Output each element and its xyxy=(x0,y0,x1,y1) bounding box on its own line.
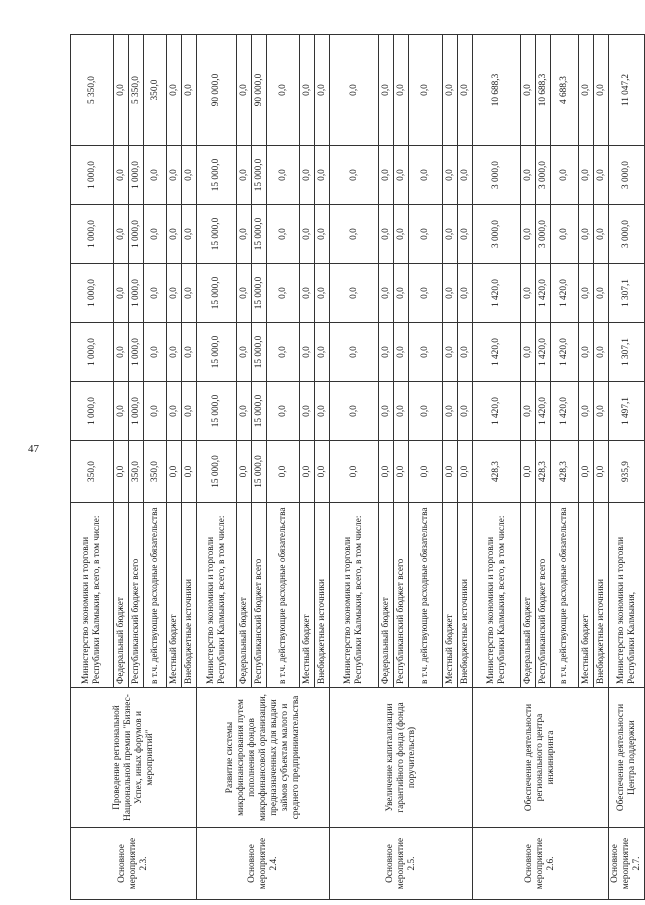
amount-cell: 0,0 xyxy=(594,382,609,441)
amount-cell: 0,0 xyxy=(521,441,536,503)
amount-cell: 1 307,1 xyxy=(609,323,645,382)
amount-cell: 0,0 xyxy=(267,205,300,264)
amount-cell: 0,0 xyxy=(182,35,197,146)
amount-cell: 0,0 xyxy=(182,205,197,264)
amount-cell: 0,0 xyxy=(182,441,197,503)
amount-cell: 1 420,0 xyxy=(473,323,521,382)
amount-cell: 0,0 xyxy=(167,264,182,323)
amount-cell: 15 000,0 xyxy=(197,146,237,205)
funding-source: Республиканский бюджет всего xyxy=(252,503,267,688)
amount-cell: 10 688,3 xyxy=(536,35,551,146)
measure-title: Обеспечение деятельности Центра поддержки xyxy=(609,688,645,828)
amount-cell: 0,0 xyxy=(443,264,458,323)
amount-cell: 0,0 xyxy=(521,205,536,264)
funding-source: в т.ч. действующие расходные обязательства xyxy=(144,503,167,688)
amount-cell: 0,0 xyxy=(409,441,443,503)
funding-source: Федеральный бюджет xyxy=(379,503,394,688)
amount-cell: 1 420,0 xyxy=(551,264,579,323)
amount-cell: 0,0 xyxy=(167,35,182,146)
amount-cell: 350,0 xyxy=(144,35,167,146)
amount-cell: 0,0 xyxy=(458,441,473,503)
amount-cell: 0,0 xyxy=(237,382,252,441)
amount-cell: 0,0 xyxy=(409,146,443,205)
amount-cell: 1 420,0 xyxy=(536,323,551,382)
amount-cell: 0,0 xyxy=(521,264,536,323)
amount-cell: 0,0 xyxy=(114,35,129,146)
amount-cell: 0,0 xyxy=(379,382,394,441)
amount-cell: 3 000,0 xyxy=(609,205,645,264)
amount-cell: 0,0 xyxy=(167,323,182,382)
measure-title: Проведение региональной Национальной премии "Бизнес-Успех, иных форумов и мероприятий" xyxy=(71,688,197,828)
amount-cell: 0,0 xyxy=(237,264,252,323)
amount-cell: 1 000,0 xyxy=(129,205,144,264)
amount-cell: 0,0 xyxy=(579,264,594,323)
amount-cell: 0,0 xyxy=(594,323,609,382)
measure-title: Развитие системы микрофинансирования путем пополнения фондов микрофинансовой организации, предназначенных для выдачи займов субъектам малого и среднего предпринимательства xyxy=(197,688,330,828)
amount-cell: 15 000,0 xyxy=(252,264,267,323)
amount-cell: 0,0 xyxy=(182,264,197,323)
funding-source: Министерство экономики и торговли Республики Калмыкия, всего, в том числе: xyxy=(330,503,379,688)
funding-source: Министерство экономики и торговли Республики Калмыкия, всего, в том числе: xyxy=(71,503,114,688)
amount-cell: 0,0 xyxy=(330,205,379,264)
funding-source: Республиканский бюджет всего xyxy=(536,503,551,688)
amount-cell: 0,0 xyxy=(579,441,594,503)
amount-cell: 15 000,0 xyxy=(197,382,237,441)
amount-cell: 0,0 xyxy=(521,323,536,382)
amount-cell: 0,0 xyxy=(458,146,473,205)
amount-cell: 0,0 xyxy=(443,441,458,503)
amount-cell: 0,0 xyxy=(300,264,315,323)
table-row xyxy=(609,35,645,900)
amount-cell: 0,0 xyxy=(409,264,443,323)
amount-cell: 0,0 xyxy=(330,35,379,146)
amount-cell: 1 420,0 xyxy=(473,264,521,323)
amount-cell: 0,0 xyxy=(443,323,458,382)
amount-cell: 0,0 xyxy=(267,441,300,503)
amount-cell: 0,0 xyxy=(409,35,443,146)
amount-cell: 0,0 xyxy=(330,323,379,382)
amount-cell: 0,0 xyxy=(409,205,443,264)
amount-cell: 15 000,0 xyxy=(252,323,267,382)
amount-cell: 0,0 xyxy=(394,205,409,264)
amount-cell: 350,0 xyxy=(129,441,144,503)
amount-cell: 428,3 xyxy=(551,441,579,503)
amount-cell: 90 000,0 xyxy=(252,35,267,146)
amount-cell: 0,0 xyxy=(409,382,443,441)
amount-cell: 0,0 xyxy=(167,205,182,264)
amount-cell: 1 000,0 xyxy=(71,323,114,382)
amount-cell: 0,0 xyxy=(394,146,409,205)
amount-cell: 0,0 xyxy=(458,264,473,323)
amount-cell: 0,0 xyxy=(114,323,129,382)
funding-source: Федеральный бюджет xyxy=(521,503,536,688)
amount-cell: 15 000,0 xyxy=(252,382,267,441)
amount-cell: 0,0 xyxy=(330,264,379,323)
rotated-page xyxy=(70,35,642,900)
amount-cell: 0,0 xyxy=(458,35,473,146)
amount-cell: 0,0 xyxy=(458,382,473,441)
funding-source: в т.ч. действующие расходные обязательства xyxy=(551,503,579,688)
amount-cell: 0,0 xyxy=(182,382,197,441)
amount-cell: 0,0 xyxy=(379,323,394,382)
amount-cell: 5 350,0 xyxy=(129,35,144,146)
measure-title: Обеспечение деятельности регионального центра инжиниринга xyxy=(473,688,609,828)
amount-cell: 0,0 xyxy=(315,382,330,441)
amount-cell: 0,0 xyxy=(144,264,167,323)
amount-cell: 11 047,2 xyxy=(609,35,645,146)
measure-code: Основное мероприятие 2.6. xyxy=(473,828,609,900)
funding-source: в т.ч. действующие расходные обязательства xyxy=(267,503,300,688)
amount-cell: 0,0 xyxy=(114,382,129,441)
amount-cell: 0,0 xyxy=(300,441,315,503)
amount-cell: 1 307,1 xyxy=(609,264,645,323)
amount-cell: 0,0 xyxy=(594,35,609,146)
amount-cell: 0,0 xyxy=(379,146,394,205)
table-row xyxy=(197,35,237,900)
amount-cell: 1 420,0 xyxy=(551,382,579,441)
amount-cell: 3 000,0 xyxy=(536,146,551,205)
amount-cell: 0,0 xyxy=(521,146,536,205)
funding-source: Внебюджетные источники xyxy=(594,503,609,688)
amount-cell: 15 000,0 xyxy=(197,264,237,323)
amount-cell: 3 000,0 xyxy=(473,205,521,264)
amount-cell: 1 000,0 xyxy=(71,146,114,205)
amount-cell: 0,0 xyxy=(167,382,182,441)
amount-cell: 15 000,0 xyxy=(197,323,237,382)
amount-cell: 10 688,3 xyxy=(473,35,521,146)
amount-cell: 1 420,0 xyxy=(551,323,579,382)
amount-cell: 0,0 xyxy=(182,323,197,382)
amount-cell: 0,0 xyxy=(144,323,167,382)
amount-cell: 0,0 xyxy=(237,146,252,205)
funding-source: Местный бюджет xyxy=(443,503,458,688)
amount-cell: 0,0 xyxy=(144,146,167,205)
amount-cell: 0,0 xyxy=(315,35,330,146)
amount-cell: 0,0 xyxy=(300,205,315,264)
amount-cell: 0,0 xyxy=(315,264,330,323)
amount-cell: 4 688,3 xyxy=(551,35,579,146)
amount-cell: 1 420,0 xyxy=(536,264,551,323)
amount-cell: 428,3 xyxy=(473,441,521,503)
table-row xyxy=(473,35,521,900)
table-row xyxy=(330,35,379,900)
amount-cell: 1 420,0 xyxy=(473,382,521,441)
amount-cell: 0,0 xyxy=(579,382,594,441)
amount-cell: 0,0 xyxy=(237,205,252,264)
amount-cell: 1 000,0 xyxy=(129,382,144,441)
amount-cell: 0,0 xyxy=(521,382,536,441)
amount-cell: 0,0 xyxy=(594,441,609,503)
funding-source: Министерство экономики и торговли Республики Калмыкия, xyxy=(609,503,645,688)
funding-source: Местный бюджет xyxy=(167,503,182,688)
amount-cell: 0,0 xyxy=(114,205,129,264)
amount-cell: 0,0 xyxy=(267,382,300,441)
amount-cell: 0,0 xyxy=(267,264,300,323)
funding-source: Министерство экономики и торговли Республики Калмыкия, всего, в том числе: xyxy=(197,503,237,688)
amount-cell: 0,0 xyxy=(551,205,579,264)
amount-cell: 1 000,0 xyxy=(71,205,114,264)
measure-title: Увеличение капитализации гарантийного фонда (фонда поручительств) xyxy=(330,688,473,828)
amount-cell: 0,0 xyxy=(394,382,409,441)
amount-cell: 0,0 xyxy=(594,146,609,205)
amount-cell: 0,0 xyxy=(594,264,609,323)
amount-cell: 428,3 xyxy=(536,441,551,503)
amount-cell: 0,0 xyxy=(579,35,594,146)
budget-table xyxy=(70,34,645,900)
amount-cell: 350,0 xyxy=(144,441,167,503)
amount-cell: 15 000,0 xyxy=(197,441,237,503)
amount-cell: 0,0 xyxy=(315,205,330,264)
amount-cell: 0,0 xyxy=(443,146,458,205)
amount-cell: 0,0 xyxy=(237,441,252,503)
amount-cell: 0,0 xyxy=(114,441,129,503)
amount-cell: 0,0 xyxy=(394,441,409,503)
funding-source: в т.ч. действующие расходные обязательства xyxy=(409,503,443,688)
funding-source: Внебюджетные источники xyxy=(182,503,197,688)
amount-cell: 0,0 xyxy=(379,264,394,323)
funding-source: Республиканский бюджет всего xyxy=(129,503,144,688)
amount-cell: 3 000,0 xyxy=(609,146,645,205)
amount-cell: 0,0 xyxy=(394,35,409,146)
amount-cell: 935,9 xyxy=(609,441,645,503)
amount-cell: 0,0 xyxy=(237,35,252,146)
amount-cell: 0,0 xyxy=(379,35,394,146)
table-row xyxy=(71,35,114,900)
amount-cell: 0,0 xyxy=(267,35,300,146)
amount-cell: 1 497,1 xyxy=(609,382,645,441)
amount-cell: 0,0 xyxy=(267,146,300,205)
measure-code: Основное мероприятие 2.5. xyxy=(330,828,473,900)
funding-source: Министерство экономики и торговли Республики Калмыкия, всего, в том числе: xyxy=(473,503,521,688)
amount-cell: 0,0 xyxy=(300,35,315,146)
amount-cell: 0,0 xyxy=(551,146,579,205)
amount-cell: 0,0 xyxy=(443,382,458,441)
amount-cell: 0,0 xyxy=(167,146,182,205)
amount-cell: 0,0 xyxy=(594,205,609,264)
amount-cell: 0,0 xyxy=(379,441,394,503)
amount-cell: 90 000,0 xyxy=(197,35,237,146)
amount-cell: 0,0 xyxy=(144,382,167,441)
amount-cell: 0,0 xyxy=(237,323,252,382)
amount-cell: 15 000,0 xyxy=(252,205,267,264)
amount-cell: 1 000,0 xyxy=(129,323,144,382)
amount-cell: 0,0 xyxy=(182,146,197,205)
amount-cell: 0,0 xyxy=(458,323,473,382)
amount-cell: 0,0 xyxy=(443,35,458,146)
amount-cell: 1 420,0 xyxy=(536,382,551,441)
amount-cell: 0,0 xyxy=(330,382,379,441)
page-number: 47 xyxy=(28,443,39,455)
amount-cell: 15 000,0 xyxy=(252,146,267,205)
amount-cell: 15 000,0 xyxy=(197,205,237,264)
amount-cell: 1 000,0 xyxy=(71,264,114,323)
amount-cell: 1 000,0 xyxy=(129,146,144,205)
amount-cell: 0,0 xyxy=(579,205,594,264)
amount-cell: 0,0 xyxy=(409,323,443,382)
amount-cell: 0,0 xyxy=(114,264,129,323)
measure-code: Основное мероприятие 2.7. xyxy=(609,828,645,900)
funding-source: Внебюджетные источники xyxy=(315,503,330,688)
measure-code: Основное мероприятие 2.4. xyxy=(197,828,330,900)
amount-cell: 0,0 xyxy=(267,323,300,382)
amount-cell: 0,0 xyxy=(579,146,594,205)
amount-cell: 5 350,0 xyxy=(71,35,114,146)
funding-source: Федеральный бюджет xyxy=(237,503,252,688)
amount-cell: 0,0 xyxy=(114,146,129,205)
funding-source: Местный бюджет xyxy=(300,503,315,688)
amount-cell: 0,0 xyxy=(394,323,409,382)
amount-cell: 0,0 xyxy=(521,35,536,146)
funding-source: Местный бюджет xyxy=(579,503,594,688)
funding-source: Федеральный бюджет xyxy=(114,503,129,688)
amount-cell: 0,0 xyxy=(394,264,409,323)
amount-cell: 0,0 xyxy=(379,205,394,264)
amount-cell: 0,0 xyxy=(458,205,473,264)
amount-cell: 0,0 xyxy=(144,205,167,264)
amount-cell: 0,0 xyxy=(315,441,330,503)
amount-cell: 0,0 xyxy=(300,146,315,205)
amount-cell: 0,0 xyxy=(300,323,315,382)
amount-cell: 3 000,0 xyxy=(473,146,521,205)
funding-source: Внебюджетные источники xyxy=(458,503,473,688)
amount-cell: 0,0 xyxy=(315,323,330,382)
funding-source: Республиканский бюджет всего xyxy=(394,503,409,688)
amount-cell: 0,0 xyxy=(579,323,594,382)
amount-cell: 1 000,0 xyxy=(129,264,144,323)
amount-cell: 0,0 xyxy=(443,205,458,264)
amount-cell: 1 000,0 xyxy=(71,382,114,441)
amount-cell: 15 000,0 xyxy=(252,441,267,503)
amount-cell: 0,0 xyxy=(315,146,330,205)
amount-cell: 0,0 xyxy=(300,382,315,441)
amount-cell: 350,0 xyxy=(71,441,114,503)
amount-cell: 0,0 xyxy=(167,441,182,503)
amount-cell: 0,0 xyxy=(330,146,379,205)
amount-cell: 3 000,0 xyxy=(536,205,551,264)
measure-code: Основное мероприятие 2.3. xyxy=(71,828,197,900)
amount-cell: 0,0 xyxy=(330,441,379,503)
